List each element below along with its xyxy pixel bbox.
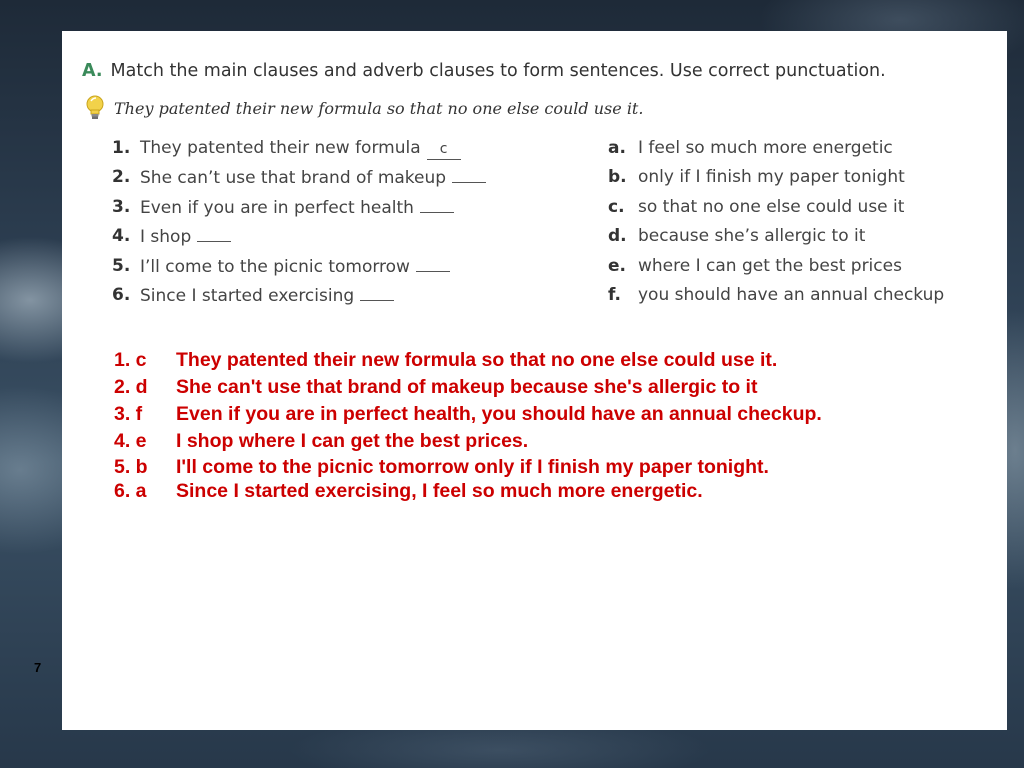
answer-sentence: I shop where I can get the best prices. bbox=[176, 430, 529, 452]
answer-sentence: Even if you are in perfect health, you should have an annual checkup. bbox=[176, 403, 822, 425]
main-clause-number: 1. bbox=[112, 138, 131, 158]
answer-key bbox=[114, 347, 994, 503]
clause-row bbox=[112, 167, 982, 196]
main-clause-number: 2. bbox=[112, 167, 131, 188]
answer-sentence: I'll come to the picnic tomorrow only if I finish my paper tonight. bbox=[176, 456, 769, 478]
main-clause-number: 5. bbox=[112, 255, 131, 276]
clause-row bbox=[112, 285, 982, 314]
answer-line bbox=[114, 428, 994, 455]
answer-code: 3. f bbox=[114, 403, 143, 425]
answer-sentence: She can't use that brand of makeup because she's allergic to it bbox=[176, 376, 758, 398]
answer-sentence: They patented their new formula so that no one else could use it. bbox=[176, 349, 778, 371]
main-clause bbox=[140, 167, 486, 188]
adverb-clause-text: only if I finish my paper tonight bbox=[638, 167, 905, 188]
answer-code: 1. c bbox=[114, 349, 147, 371]
answer-line bbox=[114, 374, 994, 401]
main-clause-text: She can’t use that brand of makeup bbox=[140, 168, 447, 189]
clause-row bbox=[112, 226, 982, 255]
adverb-clause-letter: f. bbox=[608, 284, 621, 305]
answer-code: 2. d bbox=[114, 376, 148, 398]
adverb-clause-text: I feel so much more energetic bbox=[638, 138, 893, 158]
instruction bbox=[82, 61, 886, 81]
main-clause-number: 3. bbox=[112, 196, 131, 217]
main-clause bbox=[140, 138, 461, 160]
slide bbox=[62, 31, 1007, 730]
main-clause-text: Even if you are in perfect health bbox=[140, 197, 414, 218]
answer-blank bbox=[360, 285, 394, 301]
clause-row bbox=[112, 256, 982, 285]
answer-code: 5. b bbox=[114, 456, 148, 478]
answer-blank bbox=[197, 226, 231, 242]
example-text: They patented their new formula so that no one else could use it. bbox=[114, 98, 644, 118]
clause-row bbox=[112, 197, 982, 226]
answer-blank bbox=[420, 197, 454, 213]
adverb-clause-letter: d. bbox=[608, 226, 627, 247]
main-clause-number: 6. bbox=[112, 284, 131, 305]
example-sentence bbox=[84, 95, 643, 121]
answer-blank: c bbox=[427, 144, 461, 160]
answer-line bbox=[114, 479, 994, 503]
main-clause-text: I’ll come to the picnic tomorrow bbox=[140, 256, 410, 277]
main-clause-text: Since I started exercising bbox=[140, 285, 355, 306]
main-clause bbox=[140, 285, 394, 306]
adverb-clause-text: because she’s allergic to it bbox=[638, 226, 866, 247]
main-clause bbox=[140, 256, 450, 277]
instruction-text: Match the main clauses and adverb clauses to form sentences. Use correct punctuation. bbox=[110, 61, 886, 81]
main-clause bbox=[140, 226, 231, 247]
adverb-clause-letter: a. bbox=[608, 138, 626, 158]
adverb-clause-text: where I can get the best prices bbox=[638, 255, 902, 276]
answer-blank bbox=[452, 167, 486, 183]
adverb-clause-letter: b. bbox=[608, 167, 627, 188]
clause-row bbox=[112, 138, 982, 167]
main-clause-text: I shop bbox=[140, 227, 192, 248]
answer-line bbox=[114, 455, 994, 479]
answer-blank bbox=[416, 256, 450, 272]
answer-code: 4. e bbox=[114, 430, 147, 452]
adverb-clause-text: so that no one else could use it bbox=[638, 196, 905, 217]
answer-sentence: Since I started exercising, I feel so much more energetic. bbox=[176, 480, 703, 502]
main-clause-number: 4. bbox=[112, 226, 131, 247]
main-clause bbox=[140, 197, 454, 218]
answer-code: 6. a bbox=[114, 480, 147, 502]
answer-line bbox=[114, 401, 994, 428]
answer-line bbox=[114, 347, 994, 374]
adverb-clause-letter: c. bbox=[608, 196, 625, 217]
main-clause-text: They patented their new formula bbox=[140, 138, 421, 158]
page-number: 7 bbox=[34, 660, 42, 675]
lightbulb-icon bbox=[84, 95, 106, 121]
adverb-clause-letter: e. bbox=[608, 255, 626, 276]
clauses-table bbox=[112, 138, 982, 314]
instruction-letter: A. bbox=[82, 61, 103, 81]
adverb-clause-text: you should have an annual checkup bbox=[638, 284, 945, 305]
